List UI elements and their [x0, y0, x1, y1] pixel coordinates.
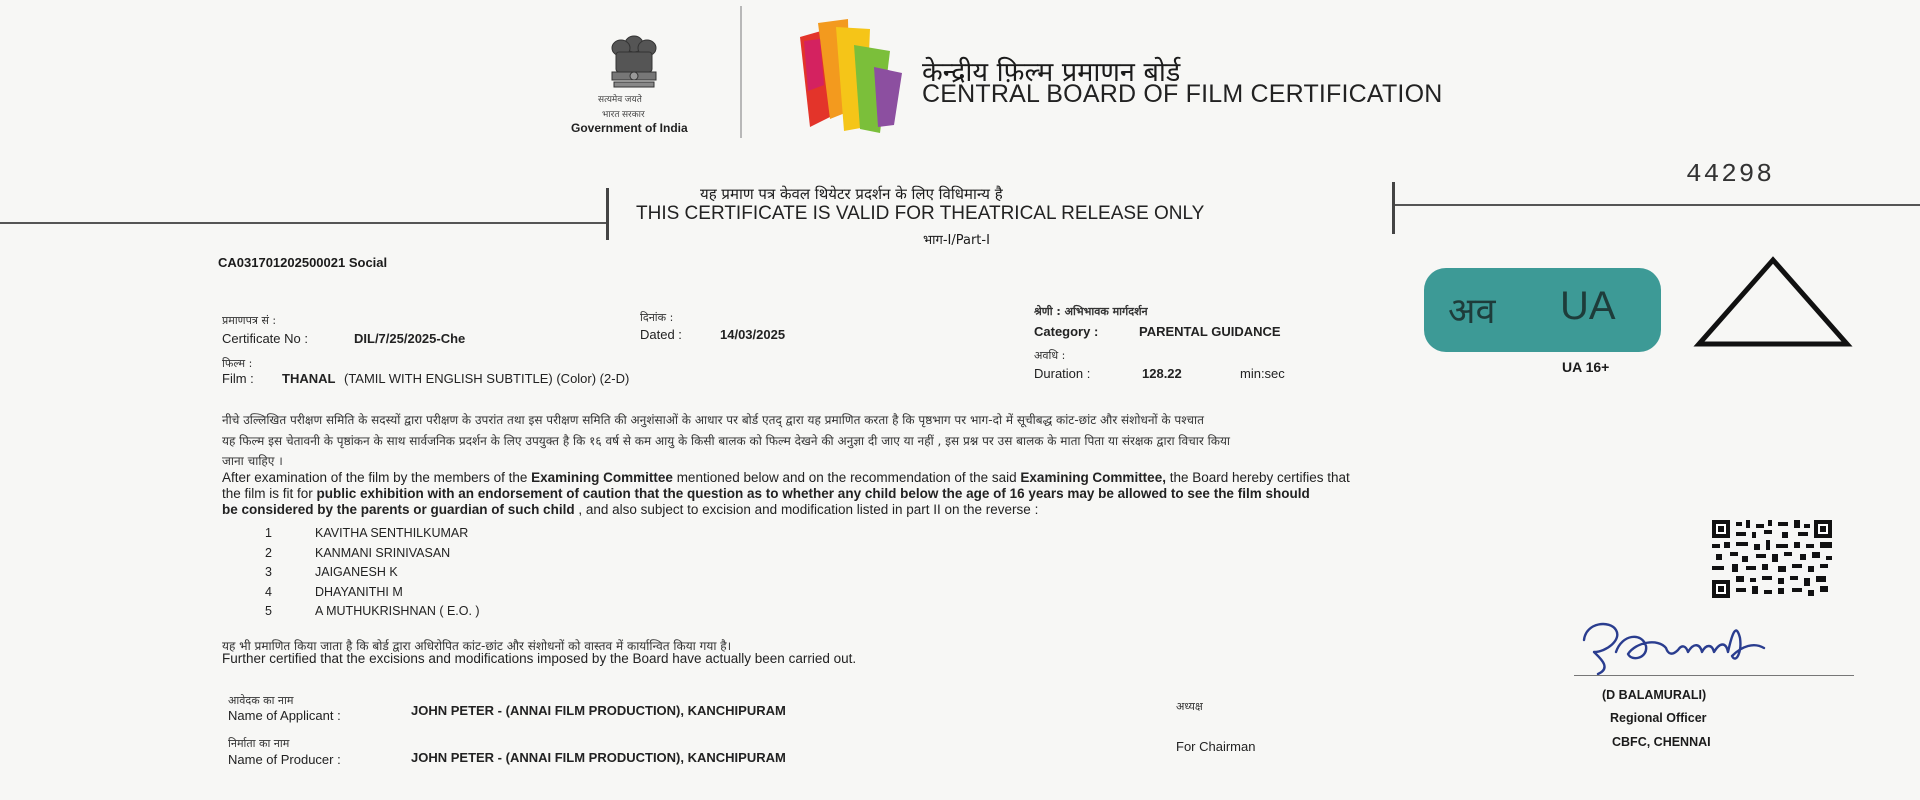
cbfc-logo-icon [790, 15, 908, 133]
film-title: THANAL [282, 371, 336, 386]
member-name: KAVITHA SENTHILKUMAR [315, 526, 469, 540]
applicant-value: JOHN PETER - (ANNAI FILM PRODUCTION), KANCHIPURAM [411, 703, 786, 718]
duration-value: 128.22 [1142, 366, 1182, 381]
certificate-no-label: Certificate No : [222, 331, 308, 346]
body-english-line-3: be considered by the parents or guardian of such child , and also subject to excision and modification listed in part II on the reverse : [222, 502, 1039, 517]
certificate-no-hindi: प्रमाणपत्र सं : [222, 314, 277, 327]
cbfc-title-english: CENTRAL BOARD OF FILM CERTIFICATION [922, 80, 1443, 108]
body-hindi-line-3: जाना चाहिए । [222, 454, 283, 468]
body-hindi-line-2: यह फिल्म इस चेतावनी के पृष्ठांकन के साथ सार्वजनिक प्रदर्शन के लिए उपयुक्त है कि १६ वर्ष से कम आयु के किसी बालक को फिल्म देखने की अनुज्ञा दी जाए या नहीं , इस प्रश्न पर उस बालक के माता पिता या संरक्षक द्वारा विचार किया [222, 434, 1231, 448]
band-tick-right [1392, 182, 1395, 234]
applicant-hindi: आवेदक का नाम [228, 694, 294, 707]
further-hindi: यह भी प्रमाणित किया जाता है कि बोर्ड द्वारा अधिरोपित कांट-छांट और संशोधनों को वास्तव में कार्यान्वित किया गया है। [222, 639, 732, 653]
rating-hindi: अव [1448, 291, 1496, 332]
member-number: 2 [265, 546, 272, 560]
validity-hindi: यह प्रमाण पत्र केवल थियेटर प्रदर्शन के लिए विधिमान्य है [700, 185, 1003, 203]
national-emblem-icon [594, 22, 674, 100]
further-english: Further certified that the excisions and modifications imposed by the Board have actually been carried out. [222, 651, 857, 666]
film-label: Film : [222, 371, 254, 386]
officer-title: Regional Officer [1610, 711, 1707, 725]
chairman-hindi: अध्यक्ष [1176, 700, 1203, 713]
film-details: (TAMIL WITH ENGLISH SUBTITLE) (Color) (2-D) [344, 371, 630, 386]
cbfc-title-hindi: केन्द्रीय फ़िल्म प्रमाणन बोर्ड [922, 57, 1181, 88]
producer-value: JOHN PETER - (ANNAI FILM PRODUCTION), KANCHIPURAM [411, 750, 786, 765]
qr-code-icon [1712, 520, 1832, 598]
film-hindi: फिल्म : [222, 357, 253, 370]
member-number: 4 [265, 585, 272, 599]
signature-line [1574, 675, 1854, 676]
rating-sub: UA 16+ [1562, 359, 1610, 375]
header-divider [740, 6, 742, 138]
chairman-label: For Chairman [1176, 739, 1256, 754]
body-english-line-1: After examination of the film by the members of the Examining Committee mentioned below and on the recommendation of the said Examining Committee, the Board hereby certifies that [222, 470, 1350, 485]
category-value: PARENTAL GUIDANCE [1139, 324, 1281, 339]
rating-code: UA [1560, 284, 1616, 328]
certificate-serial-number: 44298 [1686, 159, 1775, 189]
duration-unit: min:sec [1240, 366, 1285, 381]
band-tick-left [606, 188, 609, 240]
date-value: 14/03/2025 [720, 327, 786, 342]
member-name: JAIGANESH K [315, 565, 398, 579]
member-number: 5 [265, 604, 272, 618]
validity-english: THIS CERTIFICATE IS VALID FOR THEATRICAL RELEASE ONLY [636, 203, 1205, 224]
member-name: DHAYANITHI M [315, 585, 403, 599]
date-hindi: दिनांक : [640, 311, 674, 324]
triangle-symbol-icon [1693, 254, 1853, 350]
body-english-line-2: the film is fit for public exhibition with an endorsement of caution that the question as to whether any child below the age of 16 years may be allowed to see the film should [222, 486, 1310, 501]
producer-hindi: निर्माता का नाम [228, 737, 290, 750]
officer-office: CBFC, CHENNAI [1612, 735, 1711, 749]
reference-code: CA031701202500021 Social [218, 255, 388, 270]
date-label: Dated : [640, 327, 682, 342]
band-line-left [0, 222, 608, 224]
duration-label: Duration : [1034, 366, 1091, 381]
applicant-label: Name of Applicant : [228, 708, 341, 723]
member-name: A MUTHUKRISHNAN ( E.O. ) [315, 604, 480, 618]
gov-hindi-label: भारत सरकार [602, 109, 645, 119]
band-line-right [1395, 204, 1920, 206]
body-hindi-line-1: नीचे उल्लिखित परीक्षण समिति के सदस्यों द्वारा परीक्षण के उपरांत तथा इस परीक्षण समिति की अनुशंसाओं के आधार पर बोर्ड एतद् द्वारा यह प्रमाणित करता है कि पृष्ठभाग पर भाग-दो में सूचीबद्ध कांट-छांट और संशोधनों के पश्चात [222, 413, 1204, 427]
duration-hindi: अवधि : [1034, 349, 1066, 362]
member-number: 1 [265, 526, 272, 540]
validity-part: भाग-I/Part-I [923, 233, 990, 248]
certificate-no-value: DIL/7/25/2025-Che [354, 331, 466, 346]
officer-name: (D BALAMURALI) [1602, 688, 1707, 702]
member-number: 3 [265, 565, 272, 579]
officer-signature [1576, 612, 1786, 688]
category-hindi: श्रेणी : अभिभावक मार्गदर्शन [1034, 305, 1148, 318]
category-label: Category : [1034, 324, 1099, 339]
gov-english-label: Government of India [571, 121, 688, 135]
member-name: KANMANI SRINIVASAN [315, 546, 451, 560]
producer-label: Name of Producer : [228, 752, 341, 767]
gov-motto: सत्यमेव जयते [598, 94, 642, 104]
